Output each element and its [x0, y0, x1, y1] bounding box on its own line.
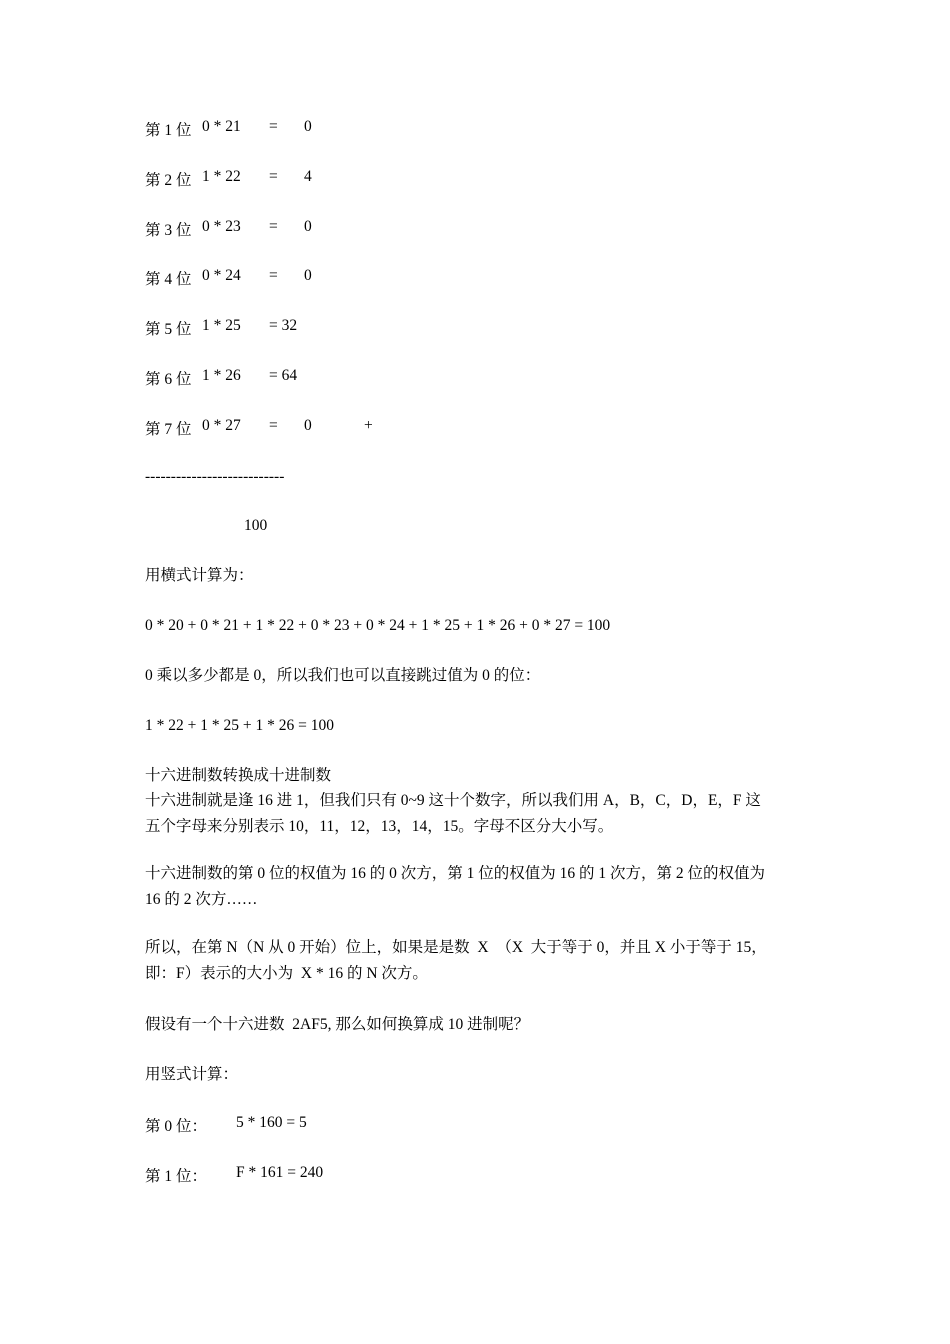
calc-row-equals: = [269, 168, 278, 185]
calc-row [145, 417, 545, 437]
calc-row-expr: 0 * 27 [202, 417, 241, 434]
calc-row-result: 0 [304, 118, 312, 135]
hex-weights-paragraph [145, 861, 810, 913]
calc-row-equals: = 64 [269, 367, 298, 384]
hex-general-paragraph [145, 935, 810, 987]
calc-row-label: 第 3 位 [145, 222, 192, 239]
calc-row [145, 367, 545, 387]
paragraph-line: 即：F）表示的大小为 X * 16 的 N 次方。 [145, 965, 428, 982]
paragraph-line: 十六进制就是逢 16 进 1，但我们只有 0~9 这十个数字，所以我们用 A，B，C，D，E，F 这 [145, 792, 761, 809]
paragraph-line: 十六进制数的第 0 位的权值为 16 的 0 次方，第 1 位的权值为 16 的 1 次方，第 2 位的权值为 [145, 865, 766, 882]
calc-row-expr: 1 * 25 [202, 317, 241, 334]
sum-divider: --------------------------- [145, 468, 285, 485]
short-expression: 1 * 22 + 1 * 25 + 1 * 26 = 100 [145, 717, 334, 734]
calc-row-result: 4 [304, 168, 312, 185]
hex-question: 假设有一个十六进数 2AF5, 那么如何换算成 10 进制呢？ [145, 1016, 530, 1033]
paragraph-line: 所以，在第 N（N 从 0 开始）位上，如果是是数 X （X 大于等于 0，并且 X 小于等于 15， [145, 939, 767, 956]
calc-row-equals: = [269, 118, 278, 135]
horizontal-expression: 0 * 20 + 0 * 21 + 1 * 22 + 0 * 23 + 0 * 24 + 1 * 25 + 1 * 26 + 0 * 27 = 100 [145, 617, 611, 634]
calc-row [145, 267, 545, 287]
hex-calc-label: 第 0 位： [145, 1118, 208, 1135]
hex-intro-paragraph [145, 788, 810, 840]
hex-calc-expr: 5 * 160 = 5 [236, 1114, 307, 1131]
calc-row-extra: + [364, 417, 373, 434]
calc-row-result: 0 [304, 417, 312, 434]
calc-row-result: 0 [304, 218, 312, 235]
calc-row-label: 第 6 位 [145, 371, 192, 388]
calc-row [145, 218, 545, 238]
calc-row-label: 第 4 位 [145, 271, 192, 288]
calc-row [145, 317, 545, 337]
calc-row-result: 0 [304, 267, 312, 284]
hex-calc-row [145, 1114, 545, 1134]
calc-row [145, 118, 545, 138]
calc-row-equals: = [269, 267, 278, 284]
calc-row-expr: 1 * 22 [202, 168, 241, 185]
calc-row-label: 第 2 位 [145, 172, 192, 189]
calc-row-equals: = [269, 218, 278, 235]
vertical-heading: 用竖式计算： [145, 1066, 239, 1083]
calc-row-label: 第 5 位 [145, 321, 192, 338]
calc-row-equals: = 32 [269, 317, 298, 334]
hex-calc-row [145, 1164, 545, 1184]
calc-row-expr: 0 * 23 [202, 218, 241, 235]
calc-row-expr: 1 * 26 [202, 367, 241, 384]
calc-row-equals: = [269, 417, 278, 434]
hex-calc-expr: F * 161 = 240 [236, 1164, 324, 1181]
paragraph-line: 16 的 2 次方…… [145, 891, 258, 908]
calc-row-expr: 0 * 24 [202, 267, 241, 284]
skip-zero-note: 0 乘以多少都是 0，所以我们也可以直接跳过值为 0 的位： [145, 667, 541, 684]
hex-calc-label: 第 1 位： [145, 1168, 208, 1185]
calc-row [145, 168, 545, 188]
calc-row-label: 第 1 位 [145, 122, 192, 139]
sum-total: 100 [244, 517, 268, 534]
calc-row-label: 第 7 位 [145, 421, 192, 438]
calc-row-expr: 0 * 21 [202, 118, 241, 135]
paragraph-line: 五个字母来分别表示 10，11，12，13，14，15。字母不区分大小写。 [145, 818, 614, 835]
section-title: 十六进制数转换成十进制数 [145, 767, 332, 784]
horizontal-heading: 用横式计算为： [145, 567, 254, 584]
